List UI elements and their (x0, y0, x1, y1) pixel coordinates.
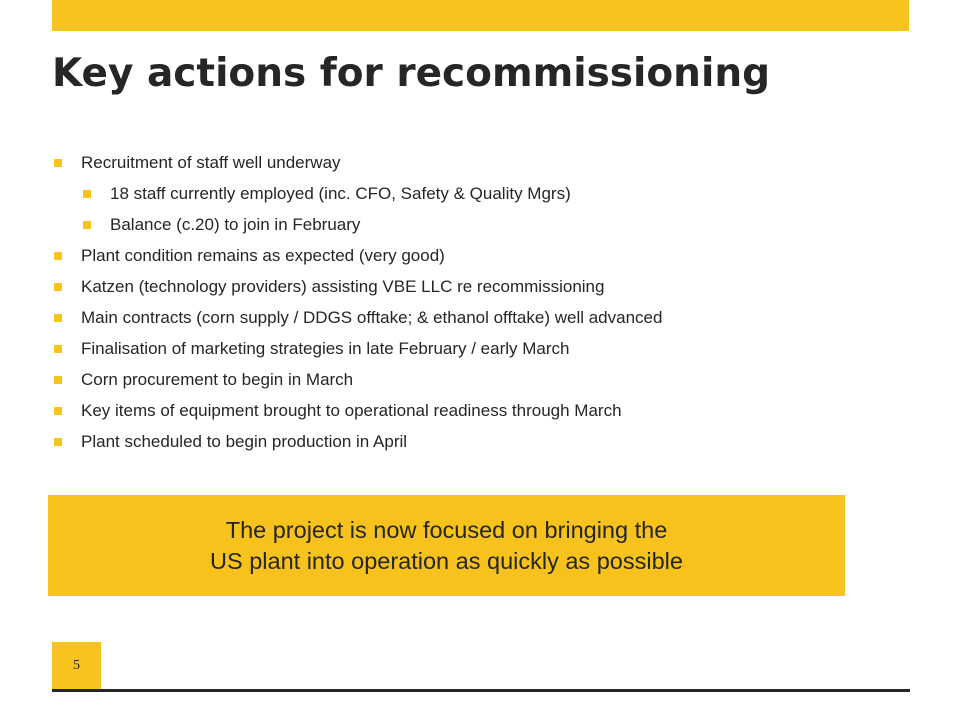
bullet-text: Corn procurement to begin in March (81, 370, 354, 389)
bullet-text: Recruitment of staff well underway (81, 153, 341, 172)
bullet-text: Plant condition remains as expected (very good) (81, 246, 445, 265)
bullet-item (52, 303, 912, 334)
page-number-text: 5 (73, 658, 80, 673)
bullet-text: 18 staff currently employed (inc. CFO, Safety & Quality Mgrs) (110, 184, 571, 203)
square-bullet-icon (54, 438, 62, 446)
callout-line-2: US plant into operation as quickly as possible (210, 547, 683, 574)
callout-box (48, 495, 845, 596)
sub-bullet-item (52, 210, 912, 241)
page-number (52, 642, 101, 690)
header-accent-bar (52, 0, 909, 31)
square-bullet-icon (54, 314, 62, 322)
square-bullet-icon (83, 221, 91, 229)
square-bullet-icon (54, 407, 62, 415)
bullet-text: Balance (c.20) to join in February (110, 215, 361, 234)
bullet-text: Key items of equipment brought to operational readiness through March (81, 401, 622, 420)
bullet-item (52, 272, 912, 303)
square-bullet-icon (54, 283, 62, 291)
bullet-item (52, 334, 912, 365)
square-bullet-icon (54, 252, 62, 260)
bullet-item (52, 365, 912, 396)
bullet-text: Katzen (technology providers) assisting VBE LLC re recommissioning (81, 277, 605, 296)
bullet-text: Main contracts (corn supply / DDGS offtake; & ethanol offtake) well advanced (81, 308, 663, 327)
bullet-text: Plant scheduled to begin production in April (81, 432, 408, 451)
bullet-item (52, 241, 912, 272)
bullet-item (52, 148, 912, 179)
bullet-item (52, 427, 912, 458)
square-bullet-icon (54, 376, 62, 384)
bullet-list (52, 148, 912, 458)
slide-title: Key actions for recommissioning (52, 51, 770, 96)
footer-rule (52, 689, 910, 692)
sub-bullet-item (52, 179, 912, 210)
bullet-text: Finalisation of marketing strategies in late February / early March (81, 339, 570, 358)
square-bullet-icon (83, 190, 91, 198)
bullet-item (52, 396, 912, 427)
square-bullet-icon (54, 345, 62, 353)
callout-line-1: The project is now focused on bringing the (225, 516, 668, 543)
square-bullet-icon (54, 159, 62, 167)
